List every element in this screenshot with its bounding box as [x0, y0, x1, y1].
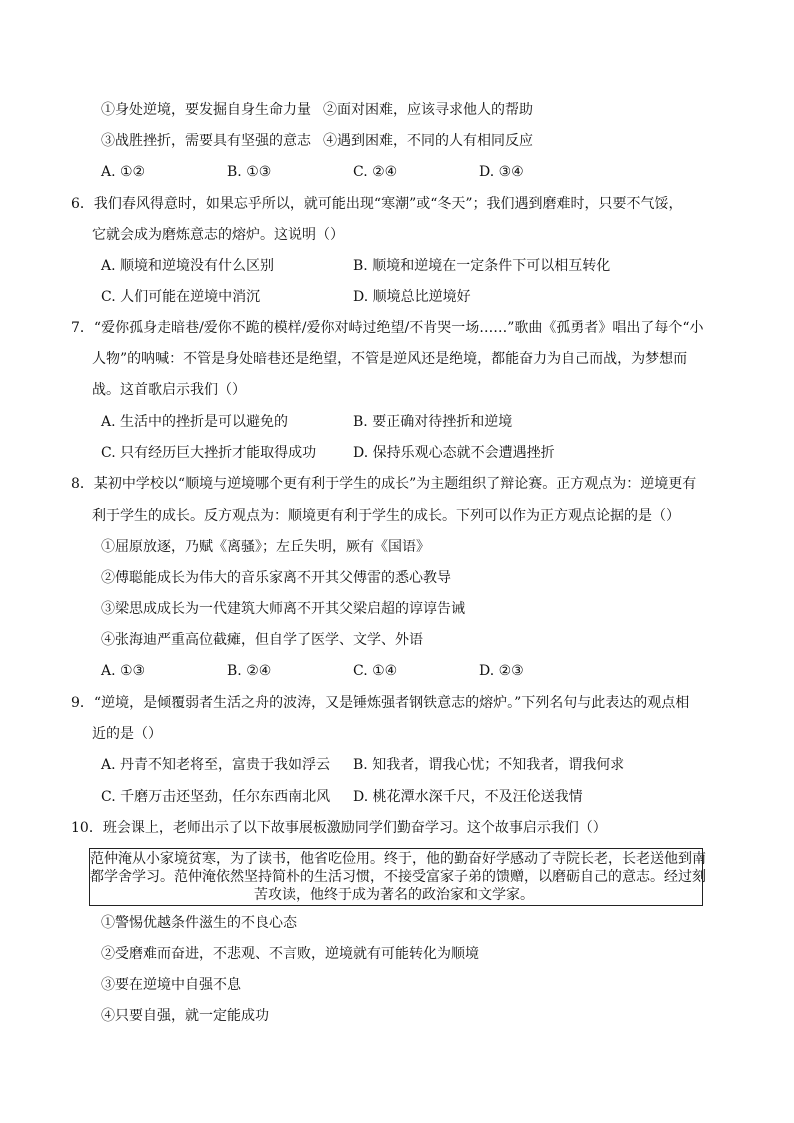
q10-stem-line-1: 10．班会课上，老师出示了以下故事展板激励同学们勤奋学习。这个故事启示我们（）	[71, 820, 607, 836]
q6-stem-line-2: 它就会成为磨炼意志的熔炉。这说明（）	[92, 227, 344, 243]
q6-option-a[interactable]: A. 顺境和逆境没有什么区别	[101, 258, 275, 274]
story-board	[89, 848, 706, 906]
q6-option-b[interactable]: B. 顺境和逆境在一定条件下可以相互转化	[353, 258, 611, 274]
q9-option-b[interactable]: B. 知我者，谓我心忧；不知我者，谓我何求	[353, 757, 625, 773]
q8-option-b[interactable]: B. ②④	[227, 663, 272, 679]
q10-statement-1: ①警惕优越条件滋生的不良心态	[101, 915, 297, 931]
q7-option-a[interactable]: A. 生活中的挫折是可以避免的	[101, 414, 289, 430]
q8-stem-line-2: 利于学生的成长。反方观点为：顺境更有利于学生的成长。下列可以作为正方观点论据的是（）	[92, 508, 680, 524]
q7-option-d[interactable]: D. 保持乐观心态就不会遭遇挫折	[353, 445, 555, 461]
q6-option-c[interactable]: C. 人们可能在逆境中消沉	[101, 289, 261, 305]
q8-statement-2: ②傅聪能成长为伟大的音乐家离不开其父傅雷的悉心教导	[101, 570, 451, 586]
story-line-2: 都学舍学习。范仲淹依然坚持简朴的生活习惯，不接受富家子弟的馈赠，以磨砺自己的意志。经过刻	[90, 869, 706, 885]
q7-stem-line-1: 7．“爱你孤身走暗巷/爱你不跪的模样/爱你对峙过绝望/不肯哭一场……”歌曲《孤勇者》唱出了每个“小	[71, 320, 704, 336]
q9-option-d[interactable]: D. 桃花潭水深千尺，不及汪伦送我情	[353, 789, 583, 805]
q7-option-c[interactable]: C. 只有经历巨大挫折才能取得成功	[101, 445, 317, 461]
q8-statement-3: ③梁思成成长为一代建筑大师离不开其父梁启超的谆谆告诫	[101, 601, 465, 617]
q8-option-c[interactable]: C. ①④	[353, 663, 398, 679]
q6-stem-line-1: 6．我们春风得意时，如果忘乎所以，就可能出现“寒潮”或“冬天”；我们遇到磨难时，只要不气馁，	[71, 196, 683, 212]
q8-statement-1: ①屈原放逐，乃赋《离骚》；左丘失明，厥有《国语》	[101, 539, 430, 555]
q10-statement-2: ②受磨难而奋进，不悲观、不言败，逆境就有可能转化为顺境	[101, 946, 479, 962]
q6-option-d[interactable]: D. 顺境总比逆境好	[353, 289, 471, 305]
q8-stem-line-1: 8．某初中学校以“顺境与逆境哪个更有利于学生的成长”为主题组织了辩论赛。正方观点为：逆境更有	[71, 476, 697, 492]
q8-option-a[interactable]: A. ①③	[101, 663, 146, 679]
q5-statement-3: ③战胜挫折，需要具有坚强的意志	[101, 133, 311, 149]
q7-stem-line-2: 人物”的呐喊：不管是身处暗巷还是绝望，不管是逆风还是绝境，都能奋力为自己而战，为梦想而	[92, 351, 688, 367]
q9-stem-line-2: 近的是（）	[92, 726, 162, 742]
q5-option-b[interactable]: B. ①③	[227, 164, 272, 180]
q7-option-b[interactable]: B. 要正确对待挫折和逆境	[353, 414, 513, 430]
q5-option-d[interactable]: D. ③④	[479, 164, 524, 180]
q9-stem-line-1: 9．“逆境，是倾覆弱者生活之舟的波涛，又是锤炼强者钢铁意志的熔炉。”下列名句与此表达的观点相	[71, 695, 690, 711]
q8-option-d[interactable]: D. ②③	[479, 663, 524, 679]
q9-option-c[interactable]: C. 千磨万击还坚劲，任尔东西南北风	[101, 789, 331, 805]
q5-statement-4: ④遇到困难，不同的人有相同反应	[323, 133, 533, 149]
q5-option-a[interactable]: A. ①②	[101, 164, 146, 180]
q7-stem-line-3: 战。这首歌启示我们（）	[92, 382, 246, 398]
story-line-1: 范仲淹从小家境贫寒，为了读书，他省吃俭用。终于，他的勤奋好学感动了寺院长老，长老送他到南	[90, 851, 706, 867]
story-line-3: 苦攻读，他终于成为著名的政治家和文学家。	[254, 887, 534, 903]
q10-statement-3: ③要在逆境中自强不息	[101, 977, 241, 993]
q5-option-c[interactable]: C. ②④	[353, 164, 398, 180]
q10-statement-4: ④只要自强，就一定能成功	[101, 1008, 269, 1024]
q5-statement-1: ①身处逆境，要发掘自身生命力量	[101, 102, 311, 118]
q9-option-a[interactable]: A. 丹青不知老将至，富贵于我如浮云	[101, 757, 331, 773]
q5-statement-2: ②面对困难，应该寻求他人的帮助	[323, 102, 533, 118]
q8-statement-4: ④张海迪严重高位截瘫，但自学了医学、文学、外语	[101, 632, 423, 648]
